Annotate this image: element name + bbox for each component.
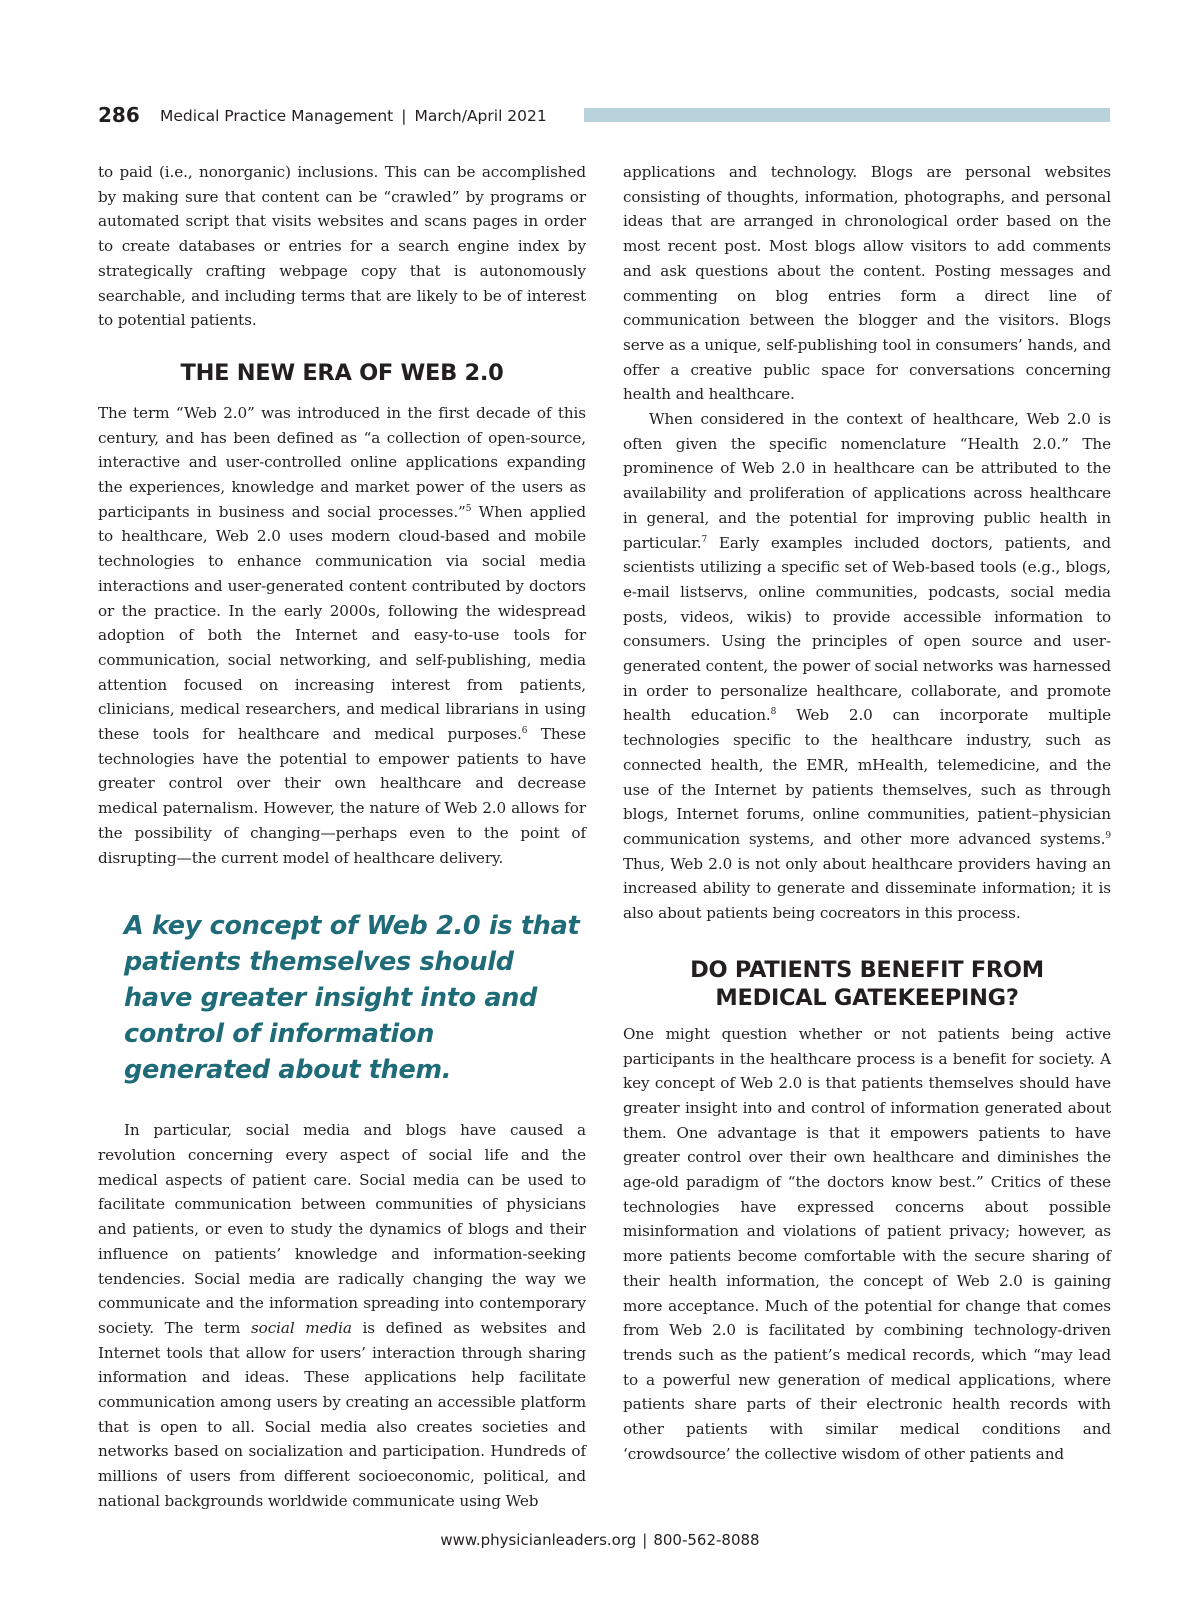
paragraph-text: When applied to healthcare, Web 2.0 uses modern cloud-based and mobile technologies to enhance communication via social media interactions and user-generated content contributed by doctors or the practice. In the early 2000s, following the widespread adoption of both the Internet and easy-to-use tools for communication, social networking, and self-publishing, media attention focused on increasing interest from patients, clinicians, medical researchers, and medical librarians in using these tools for healthcare and medical purposes. — [98, 502, 586, 744]
section-heading-gatekeeping: DO PATIENTS BENEFIT FROM MEDICAL GATEKEEPING? — [690, 956, 1044, 1011]
header-rule-bar — [584, 108, 1110, 122]
footnote-ref: 6 — [521, 726, 528, 736]
paragraph-text: Early examples included doctors, patients, and scientists utilizing a specific set of Web-based tools (e.g., blogs, e-mail listservs, online communities, podcasts, social media posts, videos, wikis) to provide accessible information to consumers. Using the principles of open source and user-generated content, the power of social networks was harnessed in order to personalize healthcare, collaborate, and promote health education. — [623, 533, 1111, 725]
right-column — [623, 160, 1111, 1466]
running-title — [160, 102, 547, 130]
journal-name: Medical Practice Management — [160, 107, 394, 125]
paragraph-text: In particular, social media and blogs have caused a revolution concerning every aspect of social life and the medical aspects of patient care. Social media can be used to facilitate communication between communities of physicians and patients, or even to study the dynamics of blogs and their influence on patients’ knowledge and information-seeking tendencies. Social media are radically changing the way we communicate and the information spreading into contemporary society. The term — [98, 1121, 586, 1337]
page-header — [98, 100, 1110, 130]
footer-separator: | — [642, 1531, 648, 1549]
paragraph-text: is defined as websites and Internet tools that allow for users’ interaction through sharing information and ideas. These applications help facilitate communication among users by creating an accessible platform that is open to all. Social media also creates societies and networks based on socialization and participation. Hundreds of millions of users from different socioeconomic, political, and national backgrounds worldwide communicate using Web — [98, 1318, 586, 1510]
paragraph-text: Web 2.0 can incorporate multiple technologies specific to the healthcare industry, such as connected health, the EMR, mHealth, telemedicine, and the use of the Internet by patients themselves, such as through blogs, Internet forums, online communities, patient–physician communication systems, and other more advanced systems. — [623, 706, 1111, 848]
footnote-ref: 9 — [1105, 830, 1111, 841]
italic-term: social media — [250, 1318, 352, 1337]
footer-website: www.physicianleaders.org — [440, 1531, 637, 1549]
pull-quote: A key concept of Web 2.0 is that patients themselves should have greater insight into and control of information generated about them. — [124, 911, 580, 1086]
paragraph-health20 — [623, 407, 1111, 926]
paragraph-text: Thus, Web 2.0 is not only about healthcare providers having an increased ability to generate and disseminate information; it is also about patients being cocreators in this process. — [623, 854, 1111, 923]
footnote-ref: 7 — [701, 534, 708, 545]
paragraph-blogs: applications and technology. Blogs are personal websites consisting of thoughts, information, photographs, and personal ideas that are arranged in chronological order based on the most recent post. Most blogs allow visitors to add comments and ask questions about the content. Posting messages and commenting on blog entries form a direct line of communication between the blogger and the visitors. Blogs serve as a unique, self-publishing tool in consumers’ hands, and offer a creative public space for conversations concerning health and healthcare. — [623, 163, 1111, 404]
paragraph-text: The term “Web 2.0” was introduced in the first decade of this century, and has been defined as “a collection of open-source, interactive and user-controlled online applications expanding the experiences, knowledge and market power of the users as participants in business and social processes.” — [98, 403, 586, 521]
header-separator: | — [401, 107, 407, 125]
page-footer — [0, 1528, 1200, 1552]
footer-phone: 800-562-8088 — [653, 1531, 760, 1549]
paragraph-social-media — [98, 1118, 586, 1513]
left-column — [98, 160, 586, 1514]
paragraph-text: When considered in the context of healthcare, Web 2.0 is often given the specific nomenclature “Health 2.0.” The prominence of Web 2.0 in healthcare can be attributed to the availability and proliferation of applications across healthcare in general, and the potential for improving public health in particular. — [623, 410, 1111, 552]
page-number: 286 — [98, 103, 140, 127]
section-heading-web20: THE NEW ERA OF WEB 2.0 — [180, 359, 504, 386]
paragraph-web20-definition — [98, 401, 586, 870]
footnote-ref: 8 — [770, 707, 777, 718]
paragraph-text: These technologies have the potential to empower patients to have greater control over their own healthcare and decrease medical paternalism. However, the nature of Web 2.0 allows for the possibility of changing—perhaps even to the point of disrupting—the current model of healthcare delivery. — [98, 725, 586, 867]
paragraph-gatekeeping: One might question whether or not patients being active participants in the healthcare process is a benefit for society. A key concept of Web 2.0 is that patients themselves should have greater insight into and control of information generated about them. One advantage is that it empowers patients to have greater control over their own healthcare and diminishes the age-old paradigm of “the doctors know best.” Critics of these technologies have expressed concerns about possible misinformation and violations of patient privacy; however, as more patients become comfortable with the secure sharing of their health information, the concept of Web 2.0 is gaining more acceptance. Much of the potential for change that comes from Web 2.0 is facilitated by combining technology-driven trends such as the patient’s medical records, which “may lead to a powerful new generation of medical applications, where patients share parts of their electronic health records with other patients with similar medical conditions and ‘crowdsource’ the collective wisdom of other patients and — [623, 1024, 1111, 1463]
paragraph-seo: to paid (i.e., nonorganic) inclusions. This can be accomplished by making sure that content can be “crawled” by programs or automated script that visits websites and scans pages in order to create databases or entries for a search engine index by strategically crafting webpage copy that is autonomously searchable, and including terms that are likely to be of interest to potential patients. — [98, 163, 586, 330]
issue-date: March/April 2021 — [414, 107, 547, 125]
footnote-ref: 5 — [465, 503, 472, 514]
